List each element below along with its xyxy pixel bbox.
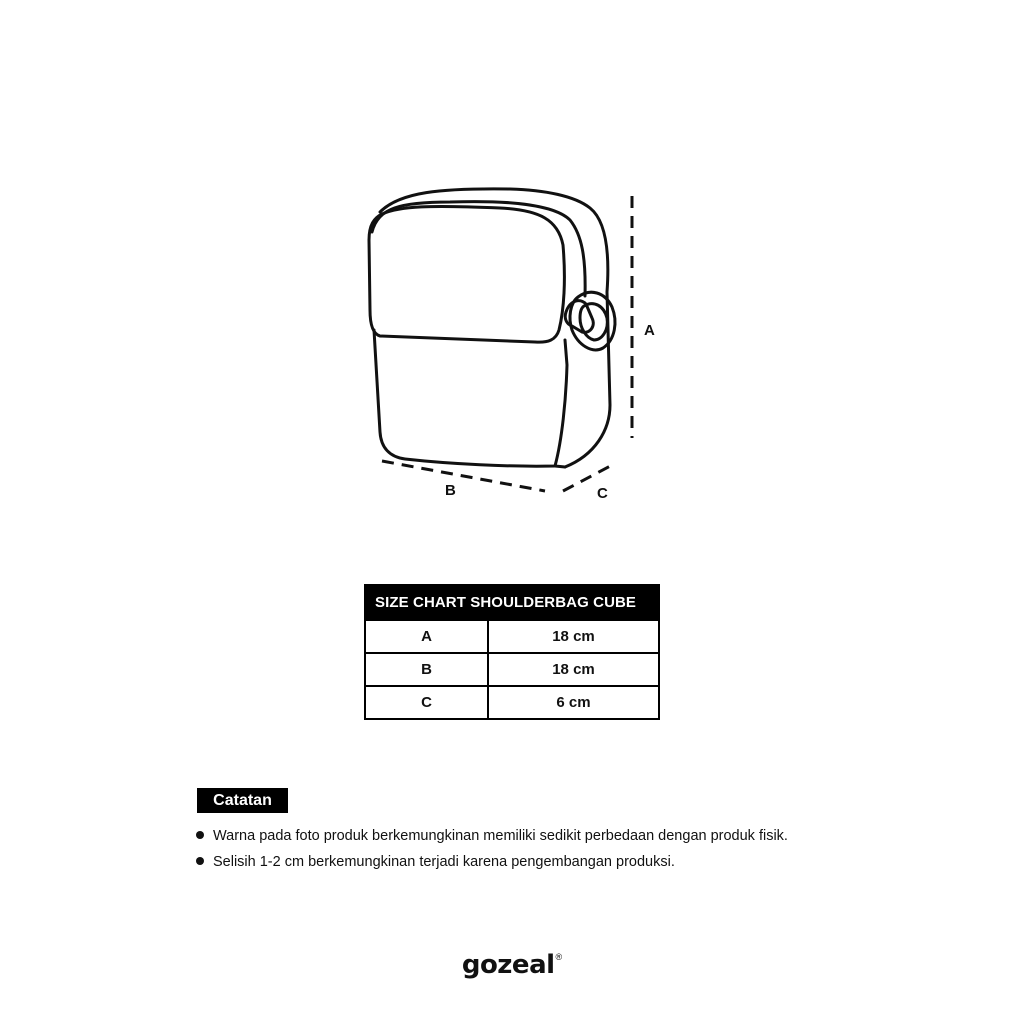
notes-title: Catatan <box>197 788 288 813</box>
size-value: 18 cm <box>488 620 659 653</box>
bag-body-outline <box>374 330 567 466</box>
list-item <box>196 826 788 852</box>
table-row <box>365 620 659 653</box>
size-value: 6 cm <box>488 686 659 719</box>
notes-list <box>196 826 788 878</box>
registered-mark: ® <box>555 952 563 962</box>
table-row <box>365 686 659 719</box>
bag-flap-outline <box>369 206 564 342</box>
table-row <box>365 653 659 686</box>
dimension-b-label: B <box>445 482 456 499</box>
dimension-c-label: C <box>597 485 608 502</box>
dimension-c-line <box>563 463 616 491</box>
note-text: Warna pada foto produk berkemungkinan memiliki sedikit perbedaan dengan produk fisik. <box>213 828 788 844</box>
bullet-icon <box>196 831 204 839</box>
dimension-a-label: A <box>644 322 655 339</box>
brand-logo <box>0 950 1024 980</box>
brand-name: gozeal <box>461 950 555 980</box>
size-key: B <box>365 653 488 686</box>
list-item <box>196 852 788 878</box>
size-chart-title: SIZE CHART SHOULDERBAG CUBE <box>365 585 659 620</box>
size-key: C <box>365 686 488 719</box>
bag-rim-outline <box>372 202 585 296</box>
note-text: Selisih 1-2 cm berkemungkinan terjadi karena pengembangan produksi. <box>213 854 675 870</box>
size-key: A <box>365 620 488 653</box>
size-value: 18 cm <box>488 653 659 686</box>
bag-back-edge <box>555 466 565 467</box>
bullet-icon <box>196 857 204 865</box>
size-chart-table <box>364 584 660 720</box>
